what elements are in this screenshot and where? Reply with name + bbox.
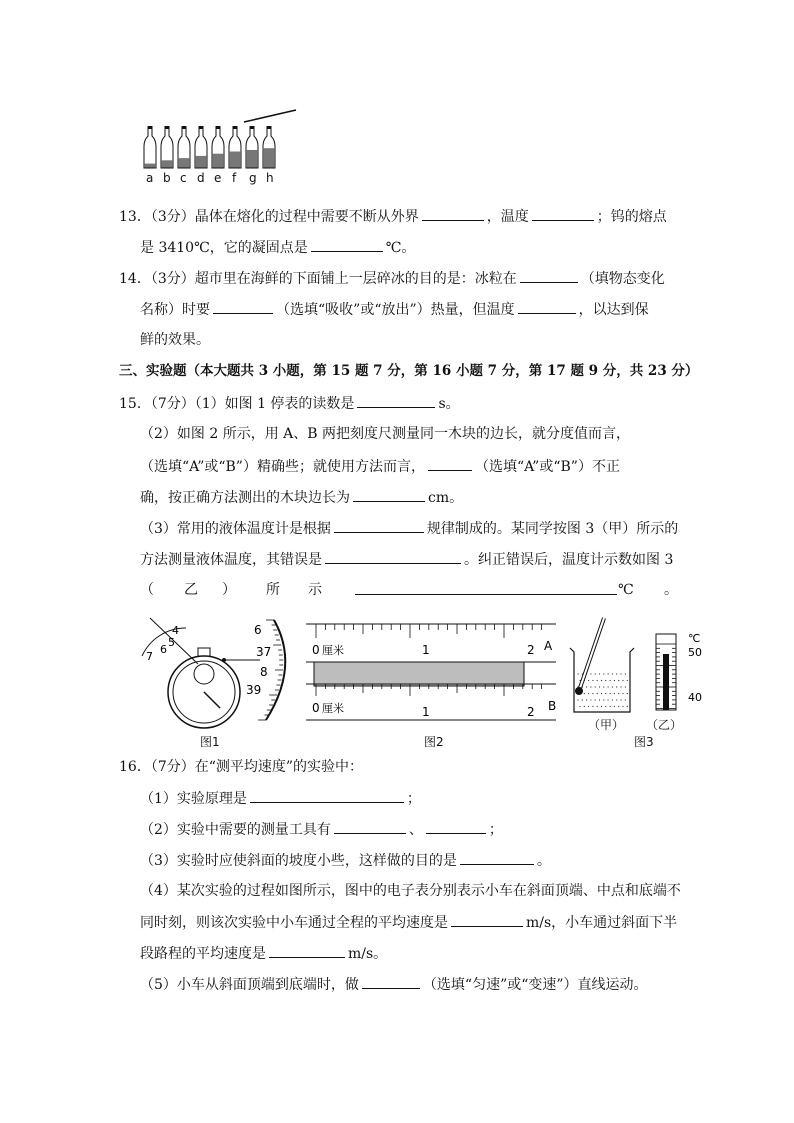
liquid-dot <box>588 706 589 707</box>
answer-blank[interactable] <box>213 299 273 314</box>
q15-text: 规律制成的。某同学按图 3（甲）所示的 <box>426 521 679 537</box>
liquid-dot <box>612 699 613 700</box>
q15-text: （选填“A”或“B”）不正 <box>474 459 620 475</box>
beaker <box>570 648 634 712</box>
ruler-tick-label: 0 <box>312 701 320 715</box>
bottle-label: c <box>180 171 187 185</box>
liquid-dot <box>616 673 617 674</box>
q15-char: 示 <box>308 582 322 598</box>
bottle-label: g <box>249 171 257 185</box>
liquid-dot <box>622 706 623 707</box>
q14-text: 名称）时要 <box>140 302 210 318</box>
q16-line3 <box>140 819 503 840</box>
q16-text: （2）实验中需要的测量工具有 <box>140 822 331 838</box>
q15-text: 方法测量液体温度，其错误是 <box>140 552 322 568</box>
dial-number: 6 <box>160 643 167 656</box>
q15-text: ℃ <box>618 582 634 598</box>
answer-blank[interactable] <box>325 549 461 564</box>
bottle-water <box>230 152 240 168</box>
stopwatch-button <box>198 648 210 656</box>
liquid-dot <box>595 686 596 687</box>
q14-line2 <box>140 299 649 320</box>
answer-blank[interactable] <box>269 943 345 958</box>
q15-text: （3）常用的液体温度计是根据 <box>140 521 331 537</box>
liquid-dot <box>601 693 602 694</box>
liquid-dot <box>605 706 606 707</box>
ruler-tick-label: 1 <box>422 643 430 657</box>
fig3-a-label: （甲） <box>588 718 625 732</box>
answer-blank[interactable] <box>357 393 435 408</box>
answer-blank[interactable] <box>334 819 406 834</box>
liquid-dot <box>614 680 615 681</box>
q15-text: 。纠正错误后，温度计示数如图 3 <box>464 552 674 568</box>
dial-number: 39 <box>246 683 262 697</box>
bottle-cap <box>165 126 170 129</box>
q13-text: ℃。 <box>385 240 416 256</box>
big-pointer <box>204 692 220 708</box>
liquid-dot <box>592 680 593 681</box>
section-title: 三、实验题（本大题共 3 小题，第 15 题 7 分，第 16 小题 7 分，第 17 题 9 分，共 23 分） <box>119 363 699 379</box>
liquid-dot <box>618 680 619 681</box>
ruler-unit: 厘米 <box>322 702 344 715</box>
liquid-dot <box>601 706 602 707</box>
q13-text: ，温度 <box>486 209 529 225</box>
fig2-caption: 图2 <box>424 735 444 749</box>
q14-line1 <box>119 268 665 289</box>
liquid-dot <box>592 693 593 694</box>
bottle-water <box>264 148 274 167</box>
q14-line3 <box>140 330 210 350</box>
bottle-water <box>196 156 206 168</box>
figure-3-thermometers <box>564 608 716 718</box>
fig3-caption: 图3 <box>634 735 654 749</box>
answer-blank[interactable] <box>460 850 534 865</box>
bottle-water <box>247 150 257 168</box>
liquid-dot <box>614 693 615 694</box>
liquid-dot <box>605 680 606 681</box>
thermo-unit: ℃ <box>688 632 701 645</box>
bottle-label: f <box>232 171 237 185</box>
bottle <box>144 128 156 168</box>
liquid-dot <box>597 680 598 681</box>
q16-text: （3）实验时应使斜面的坡度小些，这样做的目的是 <box>140 853 457 869</box>
dial-number: 37 <box>256 645 272 659</box>
liquid-dot <box>616 699 617 700</box>
liquid-dot <box>625 699 626 700</box>
q15-line2: （2）如图 2 所示，用 A、B 两把刻度尺测量同一木块的边长，就分度值而言， <box>140 426 631 442</box>
liquid-dot <box>610 680 611 681</box>
q13-text: ；钨的熔点 <box>596 209 667 225</box>
thermo-label: 50 <box>688 646 702 659</box>
liquid-dot <box>599 673 600 674</box>
liquid-dot <box>608 699 609 700</box>
liquid-dot <box>592 706 593 707</box>
q15-text: cm。 <box>428 490 464 506</box>
liquid-dot <box>595 699 596 700</box>
liquid-dot <box>622 680 623 681</box>
liquid-dot <box>622 693 623 694</box>
liquid-dot <box>620 686 621 687</box>
q15-char: 乙 <box>184 582 198 598</box>
q15-line6 <box>140 549 673 570</box>
bottle-cap <box>267 126 272 129</box>
liquid-dot <box>582 699 583 700</box>
q16-text: 。 <box>536 853 551 869</box>
q16-text: m/s，小车通过斜面下半 <box>526 915 678 931</box>
figure-1-stopwatch <box>138 616 298 734</box>
liquid-dot <box>612 686 613 687</box>
liquid-dot <box>577 699 578 700</box>
liquid-dot <box>603 673 604 674</box>
bottle-label: a <box>146 171 154 185</box>
bottle-labels <box>144 171 284 187</box>
liquid-dot <box>599 699 600 700</box>
liquid-dot <box>603 686 604 687</box>
liquid-dot <box>597 693 598 694</box>
liquid-dot <box>612 673 613 674</box>
liquid-dot <box>590 673 591 674</box>
ruler-tick-label: 1 <box>422 705 430 719</box>
liquid-dot <box>590 686 591 687</box>
q15-line1 <box>119 393 460 414</box>
q14-text: （选填“吸收”或“放出”）热量，但温度 <box>276 302 515 318</box>
liquid-dot <box>595 673 596 674</box>
liquid-dot <box>618 706 619 707</box>
liquid-dot <box>627 693 628 694</box>
liquid-dot <box>627 680 628 681</box>
bottle-label: b <box>163 171 171 185</box>
answer-blank[interactable] <box>451 912 523 927</box>
q16-line7 <box>140 943 387 964</box>
q15-text: 确，按正确方法测出的木块边长为 <box>140 490 350 506</box>
q16-line6 <box>140 912 677 933</box>
q15-text: s。 <box>438 396 460 412</box>
fig1-caption: 图1 <box>200 735 220 749</box>
answer-blank[interactable] <box>532 206 594 221</box>
fig3-b-label: （乙） <box>646 718 683 732</box>
liquid-dot <box>610 693 611 694</box>
q16-text: （1）实验原理是 <box>140 791 247 807</box>
q13-text: 是 3410℃，它的凝固点是 <box>140 240 308 256</box>
dial-number: 6 <box>254 623 262 637</box>
bottle-cap <box>148 126 153 129</box>
figure-2-rulers <box>302 618 570 724</box>
liquid-dot <box>579 706 580 707</box>
q14-text: 鲜的效果。 <box>140 332 210 348</box>
ruler-tick-label: 2 <box>527 643 535 657</box>
liquid-dot <box>577 673 578 674</box>
answer-blank[interactable] <box>422 206 484 221</box>
ruler-tick-label: 0 <box>312 643 320 657</box>
q15-text: 。 <box>664 582 678 598</box>
q16-line4 <box>140 850 551 871</box>
q13-text: 13．（3分）晶体在熔化的过程中需要不断从外界 <box>119 209 419 225</box>
bottle-label: d <box>197 171 205 185</box>
liquid-dot <box>610 706 611 707</box>
liquid-dot <box>620 673 621 674</box>
q15-char: （ <box>140 582 154 598</box>
bottle-label: e <box>214 171 222 185</box>
liquid-dot <box>601 680 602 681</box>
bottle-water <box>162 160 172 167</box>
liquid-dot <box>618 693 619 694</box>
liquid-dot <box>588 693 589 694</box>
q14-text: （填物态变化 <box>580 271 665 287</box>
ruler-label-a: A <box>544 639 553 653</box>
answer-blank[interactable] <box>428 456 472 471</box>
answer-blank[interactable] <box>355 580 617 595</box>
q15-text: （选填“A”或“B”）精确些；就使用方法而言， <box>140 459 425 475</box>
q16-text: ； <box>488 822 503 838</box>
bottle-cap <box>233 126 238 129</box>
thermo-column <box>663 654 669 710</box>
q15-line3 <box>140 456 620 477</box>
bottle-water <box>179 158 189 167</box>
thermometer-bulb <box>575 687 583 695</box>
liquid-dot <box>599 686 600 687</box>
q13-line2 <box>140 237 415 258</box>
liquid-dot <box>597 706 598 707</box>
q16-text: m/s。 <box>348 946 388 962</box>
wood-block <box>314 662 524 686</box>
liquid-dot <box>608 673 609 674</box>
q16-line8 <box>140 974 648 995</box>
q15-line5 <box>140 518 678 539</box>
q13-line1 <box>119 206 667 227</box>
q16-line2 <box>140 788 421 809</box>
answer-blank[interactable] <box>362 974 420 989</box>
bottle-cap <box>199 126 204 129</box>
q16-line1: 16．（7分）在“测平均速度”的实验中： <box>119 759 364 775</box>
bottle-label: h <box>266 171 274 185</box>
q16-text: （选填“匀速”或“变速”）直线运动。 <box>422 977 648 993</box>
liquid-dot <box>584 706 585 707</box>
callout-dot <box>222 658 226 662</box>
bottle-cap <box>182 126 187 129</box>
liquid-dot <box>614 706 615 707</box>
q15-line4 <box>140 487 463 508</box>
liquid-dot <box>590 699 591 700</box>
liquid-dot <box>586 686 587 687</box>
bottle-water <box>145 164 155 168</box>
liquid-dot <box>625 673 626 674</box>
liquid-dot <box>625 686 626 687</box>
liquid-dot <box>588 680 589 681</box>
bottle-cap <box>250 126 255 129</box>
answer-blank[interactable] <box>334 518 424 533</box>
ruler-label-b: B <box>548 699 557 713</box>
bottle-water <box>213 154 223 168</box>
answer-blank[interactable] <box>518 299 576 314</box>
liquid-dot <box>603 699 604 700</box>
q16-text: ； <box>406 791 421 807</box>
answer-blank[interactable] <box>426 819 486 834</box>
q16-text: 同时刻，则该次实验中小车通过全程的平均速度是 <box>140 915 448 931</box>
liquid-dot <box>584 693 585 694</box>
thermo-label: 40 <box>688 691 702 704</box>
q15-char: ） <box>222 582 236 598</box>
answer-blank[interactable] <box>520 268 578 283</box>
liquid-dot <box>605 693 606 694</box>
q16-line5: （4）某次实验的过程如图所示，图中的电子表分别表示小车在斜面顶端、中点和底端不 <box>140 883 681 899</box>
ruler-unit: 厘米 <box>322 644 344 657</box>
q15-text: 15．（7分）（1）如图 1 停表的读数是 <box>119 396 355 412</box>
liquid-dot <box>608 686 609 687</box>
liquid-dot <box>616 686 617 687</box>
dial-number: 4 <box>172 624 179 637</box>
q14-text: ，以达到保 <box>578 302 649 318</box>
bottle-cap <box>216 126 221 129</box>
answer-blank[interactable] <box>353 487 425 502</box>
liquid-dot <box>586 699 587 700</box>
q15-char: 所 <box>266 582 280 598</box>
answer-blank[interactable] <box>311 237 383 252</box>
liquid-dot <box>627 706 628 707</box>
dial-number: 8 <box>260 665 268 679</box>
small-dial <box>194 664 214 684</box>
q16-text: （5）小车从斜面顶端到底端时，做 <box>140 977 359 993</box>
dial-number: 7 <box>146 650 153 663</box>
q16-text: 、 <box>408 822 423 838</box>
answer-blank[interactable] <box>250 788 404 803</box>
liquid-dot <box>620 699 621 700</box>
dial-number: 5 <box>168 636 175 649</box>
q14-text: 14．（3分）超市里在海鲜的下面铺上一层碎冰的目的是：冰粒在 <box>119 271 517 287</box>
q16-text: 段路程的平均速度是 <box>140 946 266 962</box>
line-stroke <box>244 110 296 122</box>
ruler-tick-label: 2 <box>527 705 535 719</box>
thermometer-core <box>580 618 604 688</box>
